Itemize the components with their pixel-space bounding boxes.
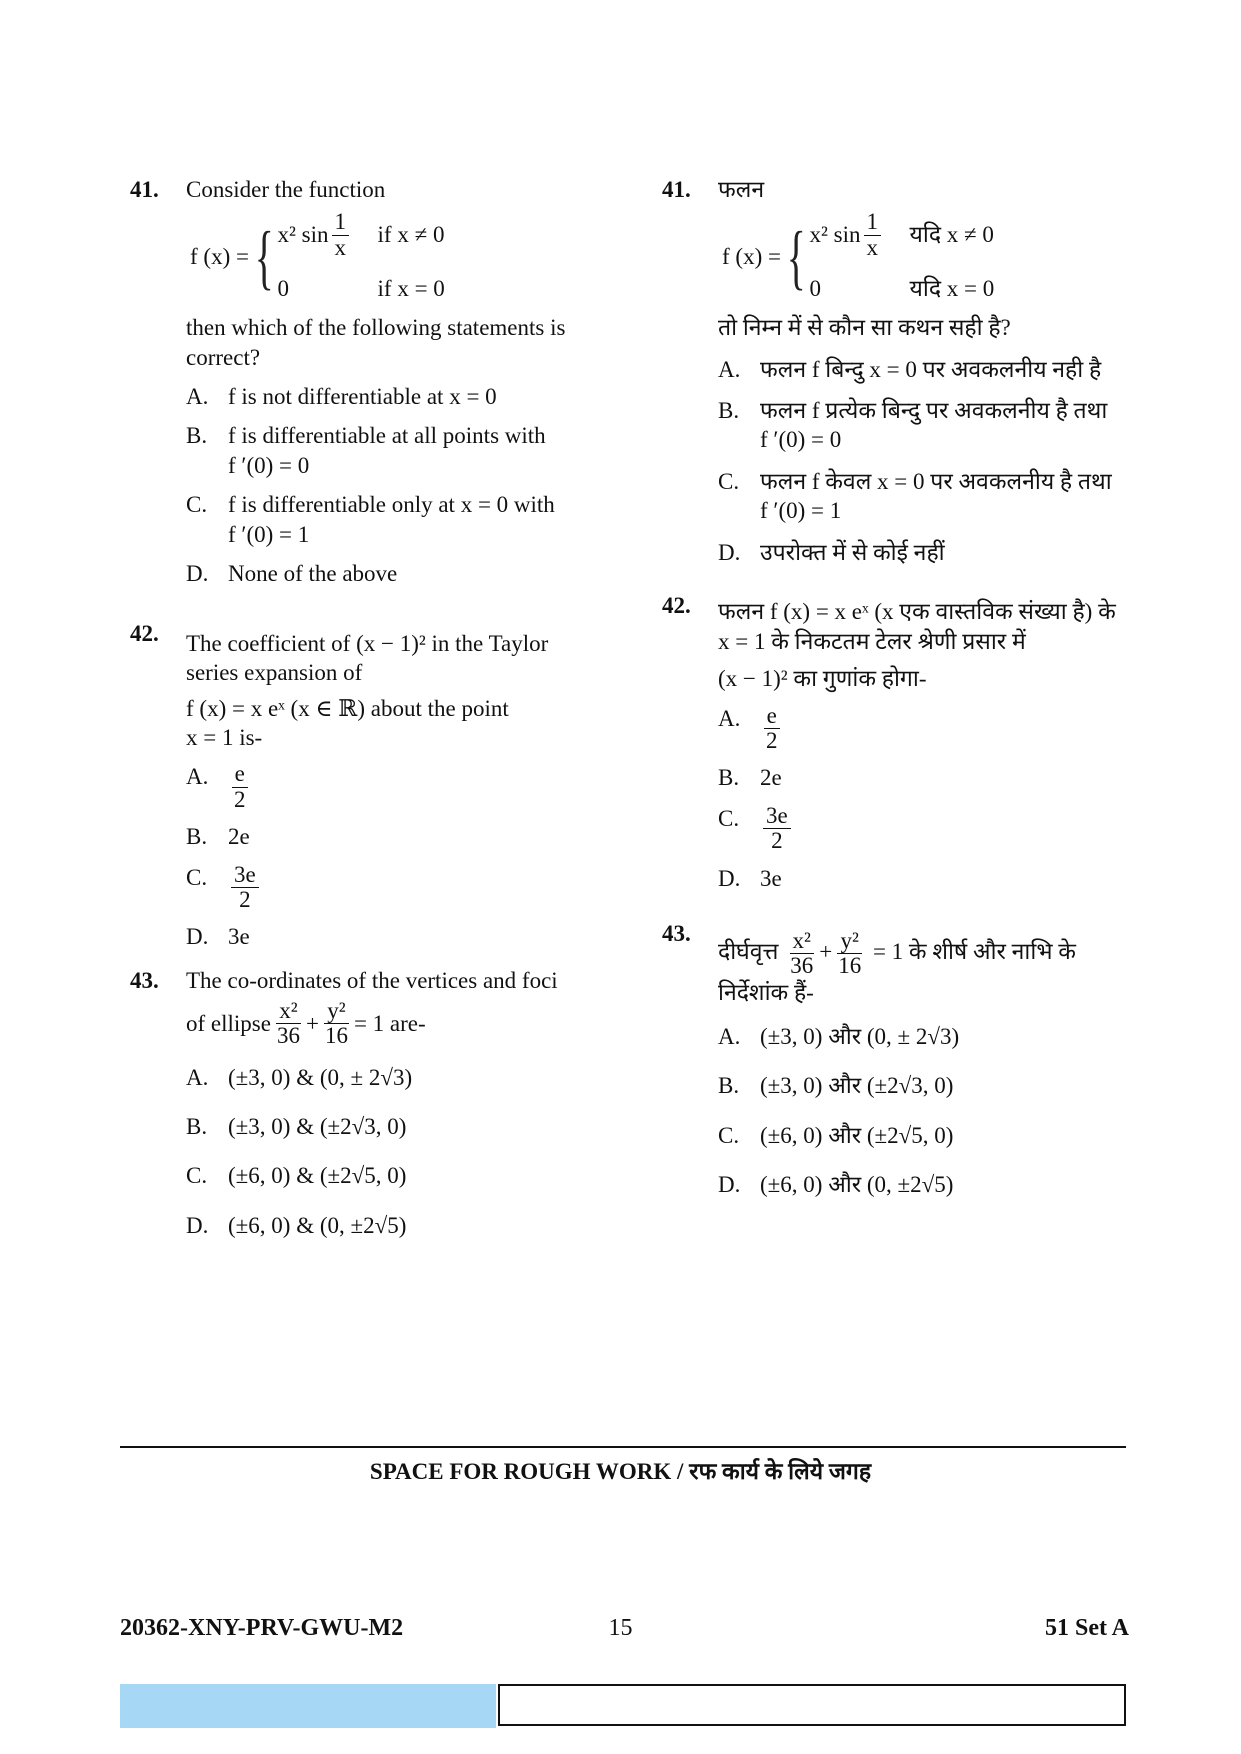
question-stem: then which of the following statements is correct? [186, 315, 566, 370]
option-d: D. None of the above [186, 561, 398, 587]
question-stem: दीर्घवृत्त $\frac{\text{x²}}{36}$ + $\frac{\text{y²}}{16}$ = 1 के शीर्ष और नाभि के निर्देशांक हैं- [718, 927, 1076, 1006]
set-label: 51 Set A [1045, 1615, 1129, 1641]
option-a: A. f is not differentiable at x = 0 [186, 384, 497, 410]
question-number: 42. [662, 593, 691, 619]
piecewise-function [190, 210, 570, 303]
option-b: B. 2e [186, 823, 250, 849]
question-42-hi [662, 591, 1132, 893]
option-c: C. $\frac{3e}{2}$ [186, 863, 570, 912]
question-number: 41. [662, 177, 691, 202]
case2-cond: if x = 0 [377, 275, 445, 301]
option-b: B. फलन f प्रत्येक बिन्दु पर अवकलनीय है तथा f ′(0) = 0 [718, 398, 1108, 453]
question-43-en [130, 966, 570, 1240]
page-number: 15 [608, 1615, 633, 1641]
rough-work-heading: SPACE FOR ROUGH WORK / रफ कार्य के लिये जगह [369, 1459, 872, 1484]
question-stem: फलन f (x) = x eˣ (x एक वास्तविक संख्या है) के x = 1 के निकटतम टेलर श्रेणी प्रसार में [718, 599, 1116, 654]
option-a: A. (±3, 0) और (0, ± 2√3) [718, 1023, 960, 1049]
option-a: A. फलन f बिन्दु x = 0 पर अवकलनीय नही है [718, 356, 1102, 382]
fraction: $\frac{1}{x}$ [864, 210, 882, 259]
option-d: D. (±6, 0) और (0, ±2√5) [718, 1172, 954, 1197]
option-b: B. f is differentiable at all points with f ′(0) = 0 [186, 423, 546, 478]
case1-cond: यदि x ≠ 0 [909, 222, 994, 248]
divider [120, 1446, 1126, 1448]
option-c: C. फलन f केवल x = 0 पर अवकलनीय है तथा f ′(0) = 1 [718, 468, 1112, 524]
footer-color-bar [120, 1684, 496, 1728]
question-stem: तो निम्न में से कौन सा कथन सही है? [718, 315, 1011, 341]
option-c: C. $\frac{3e}{2}$ [718, 804, 1132, 853]
option-a: A. (±3, 0) & (0, ± 2√3) [186, 1064, 413, 1090]
question-number: 43. [130, 967, 159, 993]
brace-icon: { [786, 216, 806, 297]
question-intro: फलन [718, 177, 765, 202]
footer-box [498, 1684, 1126, 1726]
option-d: D. उपरोक्त में से कोई नहीं [718, 539, 945, 565]
question-42-en [130, 619, 570, 952]
question-stem-2: (x − 1)² का गुणांक होगा- [718, 666, 927, 692]
question-stem: The co-ordinates of the vertices and foci [186, 967, 558, 993]
piecewise-function [722, 210, 1132, 303]
option-c: C. (±6, 0) और (±2√5, 0) [718, 1122, 954, 1148]
option-c: C. (±6, 0) & (±2√5, 0) [186, 1163, 407, 1189]
case2-expr: 0 [277, 275, 290, 301]
option-b: B. (±3, 0) & (±2√3, 0) [186, 1114, 407, 1139]
case1-expr: x² sin [809, 222, 861, 248]
option-d: D. 3e [186, 924, 250, 950]
question-41-hi [662, 175, 1132, 567]
option-b: B. (±3, 0) और (±2√3, 0) [718, 1073, 954, 1099]
option-d: D. (±6, 0) & (0, ±2√5) [186, 1212, 407, 1238]
paper-code: 20362-XNY-PRV-GWU-M2 [120, 1615, 404, 1641]
question-number: 43. [662, 920, 691, 946]
question-stem-3: x = 1 is- [186, 724, 263, 750]
case1-expr: x² sin [277, 222, 329, 248]
question-intro: Consider the function [186, 177, 386, 202]
brace-icon: { [254, 216, 274, 297]
question-number: 42. [130, 620, 159, 646]
case1-cond: if x ≠ 0 [377, 222, 445, 248]
question-stem-2: of ellipse $\frac{\text{x²}}{36}$ + $\frac{\text{y²}}{16}$ = 1 are- [186, 998, 426, 1049]
question-41-en [130, 175, 570, 589]
option-a: A. $\frac{e}{2}$ [718, 704, 1132, 753]
fx-label: f (x) = [190, 244, 249, 270]
fx-label: f (x) = [722, 244, 781, 270]
option-d: D. 3e [718, 865, 782, 891]
english-column [130, 175, 570, 1240]
hindi-column [662, 175, 1132, 1199]
option-b: B. 2e [718, 764, 782, 790]
fraction: $\frac{1}{x}$ [332, 210, 350, 259]
case2-cond: यदि x = 0 [909, 275, 995, 301]
question-stem-2: f (x) = x eˣ (x ∈ ℝ) about the point [186, 695, 509, 721]
question-43-hi [662, 919, 1132, 1199]
question-number: 41. [130, 177, 159, 202]
option-c: C. f is differentiable only at x = 0 with f ′(0) = 1 [186, 492, 555, 547]
case2-expr: 0 [809, 275, 822, 301]
question-stem: The coefficient of (x − 1)² in the Taylor series expansion of [186, 630, 549, 686]
option-a: A. $\frac{e}{2}$ [186, 762, 570, 811]
